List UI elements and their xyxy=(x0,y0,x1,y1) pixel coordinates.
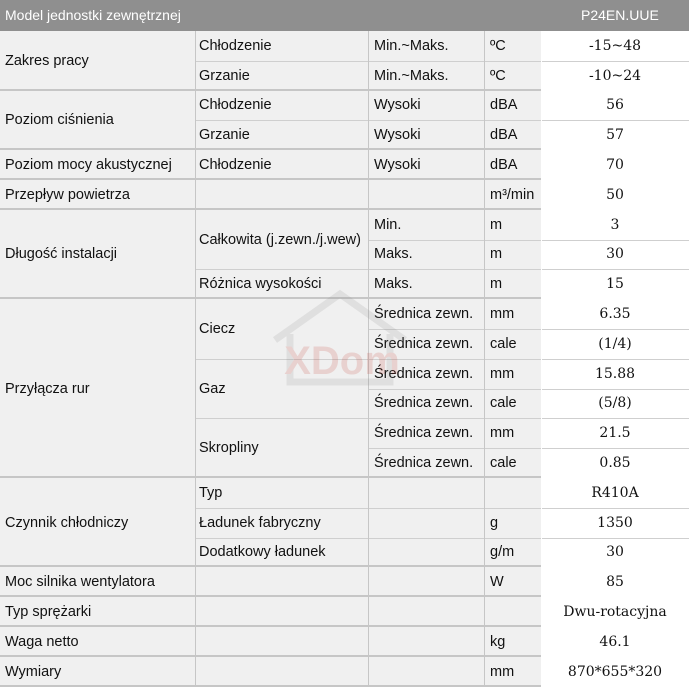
header-model-value: P24EN.UUE xyxy=(581,7,659,23)
qualifier-cell: Średnica zewn. xyxy=(374,365,474,382)
value-cell: 3 xyxy=(610,216,620,233)
unit-cell: mm xyxy=(490,365,515,382)
sub-label-typ: Typ xyxy=(199,484,223,501)
qualifier-cell: Średnica zewn. xyxy=(374,425,474,442)
unit-cell: m³/min xyxy=(490,186,535,203)
unit-cell: cale xyxy=(490,455,517,472)
value-cell: (1/4) xyxy=(598,335,632,352)
sub-label-ciecz: Ciecz xyxy=(199,320,236,337)
qualifier-cell: Średnica zewn. xyxy=(374,306,474,323)
value-cell: -15~48 xyxy=(588,37,642,54)
qualifier-cell: Maks. xyxy=(374,276,413,293)
qualifier-cell: Min.~Maks. xyxy=(374,37,449,54)
value-cell: (5/8) xyxy=(598,395,632,412)
column-divider xyxy=(195,31,196,687)
unit-cell: g/m xyxy=(490,544,515,561)
value-cell: 56 xyxy=(606,97,624,114)
value-cell: 46.1 xyxy=(599,633,631,650)
column-divider xyxy=(368,31,369,687)
value-cell: 50 xyxy=(606,186,624,203)
value-cell: 870*655*320 xyxy=(567,663,663,680)
unit-cell: mm xyxy=(490,663,515,680)
unit-cell: ºC xyxy=(490,37,506,54)
value-cell: Dwu-rotacyjna xyxy=(563,604,667,621)
value-cell: 15.88 xyxy=(594,365,636,382)
unit-cell: dBA xyxy=(490,127,518,144)
unit-cell: dBA xyxy=(490,157,518,174)
unit-cell: ºC xyxy=(490,67,506,84)
unit-cell: cale xyxy=(490,335,517,352)
qualifier-cell: Wysoki xyxy=(374,97,421,114)
sub-label-skropliny: Skropliny xyxy=(199,440,259,457)
section-background xyxy=(0,627,541,657)
sub-label-grzanie: Grzanie xyxy=(199,67,250,84)
section-label-wymiary: Wymiary xyxy=(5,663,62,680)
unit-cell: dBA xyxy=(490,97,518,114)
unit-cell: g xyxy=(490,514,499,531)
value-cell: 30 xyxy=(606,544,624,561)
sub-label-dodatkowy-adunek: Dodatkowy ładunek xyxy=(199,544,326,561)
value-cell: 30 xyxy=(606,246,624,263)
qualifier-cell: Min. xyxy=(374,216,402,233)
value-cell: -10~24 xyxy=(588,67,642,84)
qualifier-cell: Maks. xyxy=(374,246,413,263)
section-label-typ-spre-z-arki: Typ sprężarki xyxy=(5,604,92,621)
qualifier-cell: Wysoki xyxy=(374,157,421,174)
value-cell: 1350 xyxy=(597,514,633,531)
qualifier-cell: Min.~Maks. xyxy=(374,67,449,84)
section-label-waga-netto: Waga netto xyxy=(5,633,79,650)
table-header xyxy=(0,0,689,31)
section-label-przep-yw-powietrza: Przepływ powietrza xyxy=(5,186,130,203)
unit-cell: m xyxy=(490,276,503,293)
unit-cell: cale xyxy=(490,395,517,412)
header-model-label: Model jednostki zewnętrznej xyxy=(5,7,181,23)
value-cell: 21.5 xyxy=(599,425,631,442)
value-cell: 85 xyxy=(606,574,624,591)
qualifier-cell: Średnica zewn. xyxy=(374,335,474,352)
value-cell: R410A xyxy=(591,484,639,501)
unit-cell: W xyxy=(490,574,504,591)
section-label-poziom-mocy-akustycznej: Poziom mocy akustycznej xyxy=(5,157,172,174)
section-label-czynnik-ch-odniczy: Czynnik chłodniczy xyxy=(5,514,129,531)
value-cell: 6.35 xyxy=(599,306,631,323)
sub-label-ro-z-nica-wysokos-ci: Różnica wysokości xyxy=(199,276,322,293)
value-cell: 0.85 xyxy=(599,455,631,472)
sub-label-adunek-fabryczny: Ładunek fabryczny xyxy=(199,514,321,531)
unit-cell: mm xyxy=(490,425,515,442)
value-cell: 70 xyxy=(606,157,624,174)
unit-cell: m xyxy=(490,216,503,233)
value-cell: 15 xyxy=(606,276,624,293)
sub-label-gaz: Gaz xyxy=(199,380,226,397)
sub-label-ch-odzenie: Chłodzenie xyxy=(199,37,272,54)
section-label-przy-a-cza-rur: Przyłącza rur xyxy=(5,380,90,397)
qualifier-cell: Średnica zewn. xyxy=(374,395,474,412)
unit-cell: kg xyxy=(490,633,506,650)
value-column-edge xyxy=(541,31,542,668)
section-label-poziom-cis-nienia: Poziom ciśnienia xyxy=(5,112,114,129)
qualifier-cell: Średnica zewn. xyxy=(374,455,474,472)
column-divider xyxy=(484,31,485,687)
section-background xyxy=(0,657,541,687)
qualifier-cell: Wysoki xyxy=(374,127,421,144)
section-label-moc-silnika-wentylatora: Moc silnika wentylatora xyxy=(5,574,155,591)
unit-cell: m xyxy=(490,246,503,263)
sub-label-ch-odzenie: Chłodzenie xyxy=(199,97,272,114)
section-label-zakres-pracy: Zakres pracy xyxy=(5,52,89,69)
section-label-d-ugos-c-instalacji: Długość instalacji xyxy=(5,246,118,263)
value-cell: 57 xyxy=(606,127,624,144)
sub-label-ca-kowita-j-zewn-j-wew: Całkowita (j.zewn./j.wew) xyxy=(199,231,361,248)
unit-cell: mm xyxy=(490,306,515,323)
sub-label-grzanie: Grzanie xyxy=(199,127,250,144)
sub-label-ch-odzenie: Chłodzenie xyxy=(199,157,272,174)
